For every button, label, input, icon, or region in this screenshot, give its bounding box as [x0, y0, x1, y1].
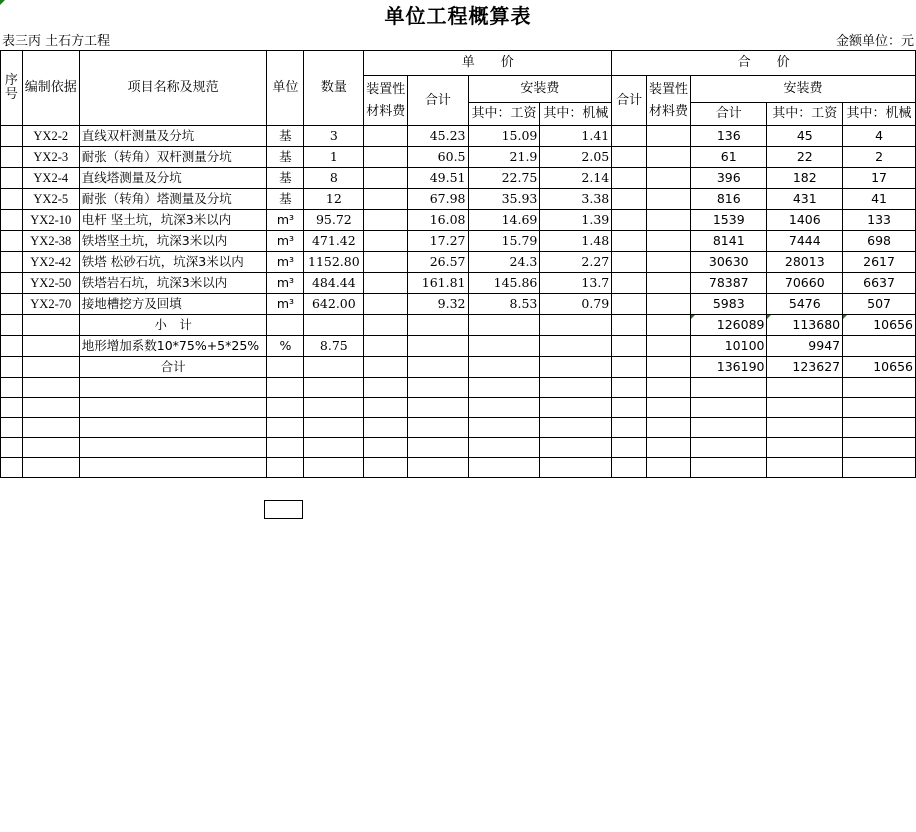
empty-row — [1, 438, 916, 458]
grand-total-machine: 10656 — [843, 357, 916, 378]
empty-cell — [364, 378, 408, 398]
cell-unit: m³ — [267, 231, 304, 252]
cell-up-wage: 24.3 — [468, 252, 540, 273]
empty-cell — [468, 398, 540, 418]
cell-t-machine: 6637 — [843, 273, 916, 294]
empty-cell — [79, 378, 267, 398]
cell-up-total: 60.5 — [408, 147, 468, 168]
header-up-equip-line2: 材料费 — [366, 103, 406, 119]
cell-t-equip — [647, 210, 691, 231]
header-unit-price-group: 单 价 — [364, 51, 612, 76]
cell-unit: 基 — [267, 126, 304, 147]
cell-qty: 484.44 — [304, 273, 364, 294]
empty-rows — [1, 378, 916, 478]
table-row — [1, 147, 916, 168]
empty-row — [1, 378, 916, 398]
empty-cell — [22, 398, 79, 418]
empty-cell — [22, 458, 79, 478]
empty-cell — [767, 398, 843, 418]
cell-qty: 642.00 — [304, 294, 364, 315]
cell-equip — [364, 168, 408, 189]
empty-cell — [540, 378, 612, 398]
empty-cell — [22, 378, 79, 398]
cell-qty: 8 — [304, 168, 364, 189]
empty-cell — [408, 438, 468, 458]
cell-up-machine: 2.27 — [540, 252, 612, 273]
cell-t-sub — [612, 273, 647, 294]
cell-up-machine: 1.41 — [540, 126, 612, 147]
estimate-table — [0, 50, 916, 478]
header-up-equip-line1: 装置性 — [366, 81, 406, 97]
subtotal-label: 小 计 — [79, 315, 267, 336]
grand-total-label: 合计 — [79, 357, 267, 378]
terrain-unit: % — [267, 336, 304, 357]
cell-equip — [364, 231, 408, 252]
empty-cell — [612, 378, 647, 398]
header-t-machine: 其中：机械 — [843, 103, 916, 126]
header-up-equip-material — [364, 76, 408, 126]
selected-cell-outline[interactable] — [264, 500, 303, 519]
empty-cell — [408, 398, 468, 418]
empty-cell — [304, 398, 364, 418]
empty-cell — [691, 438, 767, 458]
empty-cell — [267, 418, 304, 438]
cell-t-machine: 2 — [843, 147, 916, 168]
cell-t-total: 816 — [691, 189, 767, 210]
empty-row — [1, 458, 916, 478]
empty-cell — [79, 418, 267, 438]
cell-up-machine: 0.79 — [540, 294, 612, 315]
subtotal-total: 126089 — [691, 315, 767, 336]
empty-cell — [1, 458, 23, 478]
cell-t-machine: 507 — [843, 294, 916, 315]
table-subtitle: 表三丙 土石方工程 — [2, 34, 111, 49]
table-row — [1, 231, 916, 252]
cell-t-total: 30630 — [691, 252, 767, 273]
header-row-1 — [1, 51, 916, 76]
cell-up-wage: 22.75 — [468, 168, 540, 189]
empty-cell — [540, 438, 612, 458]
cell-name: 耐张（转角）塔测量及分坑 — [79, 189, 267, 210]
empty-cell — [767, 458, 843, 478]
cell-t-sub — [612, 126, 647, 147]
cell-up-wage: 15.79 — [468, 231, 540, 252]
header-t-install-fee: 安装费 — [691, 76, 916, 103]
table-row — [1, 252, 916, 273]
cell-t-sub — [612, 210, 647, 231]
cell-seq — [1, 168, 23, 189]
grand-total-wage: 123627 — [767, 357, 843, 378]
cell-t-wage: 431 — [767, 189, 843, 210]
subtotal-machine: 10656 — [843, 315, 916, 336]
header-up-subtotal: 合计 — [408, 76, 468, 126]
cell-t-wage: 28013 — [767, 252, 843, 273]
cell-t-equip — [647, 294, 691, 315]
empty-cell — [767, 438, 843, 458]
empty-cell — [612, 418, 647, 438]
table-body — [1, 126, 916, 315]
header-seq: 序号 — [1, 51, 23, 126]
cell-t-wage: 182 — [767, 168, 843, 189]
empty-cell — [612, 398, 647, 418]
empty-cell — [364, 418, 408, 438]
grand-total-row — [1, 357, 916, 378]
header-up-machine: 其中：机械 — [540, 103, 612, 126]
cell-unit: m³ — [267, 294, 304, 315]
cell-name: 铁塔岩石坑，坑深3米以内 — [79, 273, 267, 294]
subtotal-wage: 113680 — [767, 315, 843, 336]
cell-seq — [1, 126, 23, 147]
cell-t-equip — [647, 126, 691, 147]
empty-cell — [408, 458, 468, 478]
empty-cell — [22, 438, 79, 458]
empty-cell — [691, 418, 767, 438]
cell-up-wage: 21.9 — [468, 147, 540, 168]
grand-total-total: 136190 — [691, 357, 767, 378]
cell-qty: 1152.80 — [304, 252, 364, 273]
empty-cell — [612, 458, 647, 478]
cell-t-equip — [647, 231, 691, 252]
cell-t-wage: 1406 — [767, 210, 843, 231]
empty-cell — [767, 378, 843, 398]
empty-cell — [468, 418, 540, 438]
cell-unit: m³ — [267, 252, 304, 273]
cell-equip — [364, 252, 408, 273]
cell-code: YX2-5 — [22, 189, 79, 210]
table-row — [1, 189, 916, 210]
cell-up-machine: 2.05 — [540, 147, 612, 168]
cell-equip — [364, 126, 408, 147]
cell-code: YX2-3 — [22, 147, 79, 168]
cell-t-total: 61 — [691, 147, 767, 168]
cell-t-machine: 133 — [843, 210, 916, 231]
cell-up-wage: 14.69 — [468, 210, 540, 231]
cell-up-machine: 3.38 — [540, 189, 612, 210]
cell-up-wage: 8.53 — [468, 294, 540, 315]
cell-qty: 3 — [304, 126, 364, 147]
empty-cell — [540, 418, 612, 438]
cell-t-wage: 22 — [767, 147, 843, 168]
cell-seq — [1, 294, 23, 315]
cell-t-sub — [612, 252, 647, 273]
cell-t-wage: 70660 — [767, 273, 843, 294]
empty-cell — [267, 398, 304, 418]
empty-cell — [540, 458, 612, 478]
empty-cell — [691, 458, 767, 478]
cell-up-wage: 145.86 — [468, 273, 540, 294]
terrain-qty: 8.75 — [304, 336, 364, 357]
cell-up-total: 45.23 — [408, 126, 468, 147]
cell-t-wage: 5476 — [767, 294, 843, 315]
header-basis: 编制依据 — [22, 51, 79, 126]
empty-cell — [364, 458, 408, 478]
cell-equip — [364, 189, 408, 210]
empty-cell — [22, 418, 79, 438]
cell-up-total: 9.32 — [408, 294, 468, 315]
empty-cell — [79, 458, 267, 478]
empty-cell — [843, 378, 916, 398]
cell-up-total: 17.27 — [408, 231, 468, 252]
cell-t-machine: 2617 — [843, 252, 916, 273]
header-up-wage: 其中：工资 — [468, 103, 540, 126]
cell-t-machine: 698 — [843, 231, 916, 252]
empty-cell — [540, 398, 612, 418]
empty-cell — [79, 398, 267, 418]
cell-unit: m³ — [267, 273, 304, 294]
empty-cell — [304, 418, 364, 438]
empty-cell — [843, 438, 916, 458]
empty-row — [1, 418, 916, 438]
cell-qty: 12 — [304, 189, 364, 210]
cell-t-total: 396 — [691, 168, 767, 189]
cell-up-total: 161.81 — [408, 273, 468, 294]
cell-name: 直线双杆测量及分坑 — [79, 126, 267, 147]
cell-t-machine: 17 — [843, 168, 916, 189]
cell-up-machine: 13.7 — [540, 273, 612, 294]
terrain-total: 10100 — [691, 336, 767, 357]
cell-qty: 95.72 — [304, 210, 364, 231]
cell-seq — [1, 231, 23, 252]
cell-t-total: 78387 — [691, 273, 767, 294]
cell-name: 电杆 坚土坑，坑深3米以内 — [79, 210, 267, 231]
empty-cell — [408, 418, 468, 438]
empty-cell — [691, 398, 767, 418]
empty-cell — [468, 458, 540, 478]
empty-cell — [843, 458, 916, 478]
cell-seq — [1, 147, 23, 168]
cell-t-sub — [612, 147, 647, 168]
empty-cell — [767, 418, 843, 438]
cell-t-total: 136 — [691, 126, 767, 147]
cell-name: 耐张（转角）双杆测量分坑 — [79, 147, 267, 168]
header-unit: 单位 — [267, 51, 304, 126]
header-t-wage: 其中：工资 — [767, 103, 843, 126]
cell-unit: 基 — [267, 147, 304, 168]
header-t-sum: 合计 — [691, 103, 767, 126]
empty-cell — [468, 378, 540, 398]
cell-t-equip — [647, 273, 691, 294]
cell-t-equip — [647, 189, 691, 210]
empty-cell — [304, 458, 364, 478]
cell-code: YX2-10 — [22, 210, 79, 231]
cell-seq — [1, 273, 23, 294]
cell-name: 铁塔坚土坑，坑深3米以内 — [79, 231, 267, 252]
cell-up-machine: 2.14 — [540, 168, 612, 189]
cell-t-sub — [612, 231, 647, 252]
cell-equip — [364, 294, 408, 315]
cell-t-total: 8141 — [691, 231, 767, 252]
table-row — [1, 126, 916, 147]
empty-cell — [267, 458, 304, 478]
empty-cell — [468, 438, 540, 458]
empty-cell — [1, 438, 23, 458]
empty-cell — [691, 378, 767, 398]
terrain-row — [1, 336, 916, 357]
cell-seq — [1, 252, 23, 273]
cell-t-machine: 4 — [843, 126, 916, 147]
header-item: 项目名称及规范 — [79, 51, 267, 126]
cell-name: 直线塔测量及分坑 — [79, 168, 267, 189]
cell-t-total: 5983 — [691, 294, 767, 315]
cell-up-total: 67.98 — [408, 189, 468, 210]
cell-code: YX2-2 — [22, 126, 79, 147]
header-t-equip-material — [647, 76, 691, 126]
empty-cell — [647, 378, 691, 398]
empty-cell — [612, 438, 647, 458]
subtotal-row — [1, 315, 916, 336]
cell-name: 铁塔 松砂石坑，坑深3米以内 — [79, 252, 267, 273]
empty-cell — [647, 438, 691, 458]
header-total-group: 合 价 — [612, 51, 916, 76]
empty-cell — [1, 378, 23, 398]
cell-t-wage: 45 — [767, 126, 843, 147]
cell-t-sub — [612, 294, 647, 315]
cell-qty: 471.42 — [304, 231, 364, 252]
terrain-wage: 9947 — [767, 336, 843, 357]
empty-cell — [843, 418, 916, 438]
cell-seq — [1, 210, 23, 231]
cell-up-total: 49.51 — [408, 168, 468, 189]
empty-cell — [843, 398, 916, 418]
cell-unit: m³ — [267, 210, 304, 231]
cell-t-equip — [647, 252, 691, 273]
cell-equip — [364, 273, 408, 294]
empty-row — [1, 398, 916, 418]
cell-up-total: 26.57 — [408, 252, 468, 273]
cell-up-machine: 1.48 — [540, 231, 612, 252]
empty-cell — [267, 438, 304, 458]
empty-cell — [364, 438, 408, 458]
empty-cell — [647, 418, 691, 438]
cell-up-machine: 1.39 — [540, 210, 612, 231]
cell-up-wage: 15.09 — [468, 126, 540, 147]
cell-t-total: 1539 — [691, 210, 767, 231]
cell-t-machine: 41 — [843, 189, 916, 210]
cell-t-equip — [647, 168, 691, 189]
terrain-name: 地形增加系数10*75%+5*25% — [79, 336, 267, 357]
header-t-equip-line1: 装置性 — [649, 81, 689, 97]
table-row — [1, 210, 916, 231]
header-t-subtotal: 合计 — [612, 76, 647, 126]
cell-unit: 基 — [267, 189, 304, 210]
currency-unit-label: 金额单位：元 — [835, 34, 914, 49]
cell-code: YX2-42 — [22, 252, 79, 273]
empty-cell — [267, 378, 304, 398]
empty-cell — [304, 378, 364, 398]
cell-code: YX2-70 — [22, 294, 79, 315]
cell-t-sub — [612, 189, 647, 210]
cell-code: YX2-4 — [22, 168, 79, 189]
empty-cell — [408, 378, 468, 398]
header-qty: 数量 — [304, 51, 364, 126]
empty-cell — [364, 398, 408, 418]
page-title: 单位工程概算表 — [384, 4, 532, 28]
cell-qty: 1 — [304, 147, 364, 168]
cell-seq — [1, 189, 23, 210]
cell-name: 接地槽挖方及回填 — [79, 294, 267, 315]
cell-code: YX2-50 — [22, 273, 79, 294]
table-row — [1, 294, 916, 315]
cell-equip — [364, 210, 408, 231]
empty-cell — [79, 438, 267, 458]
empty-cell — [647, 398, 691, 418]
cell-code: YX2-38 — [22, 231, 79, 252]
cell-t-wage: 7444 — [767, 231, 843, 252]
empty-cell — [1, 418, 23, 438]
empty-cell — [1, 398, 23, 418]
table-row — [1, 168, 916, 189]
cell-t-sub — [612, 168, 647, 189]
header-t-equip-line2: 材料费 — [649, 103, 689, 119]
table-row — [1, 273, 916, 294]
cell-equip — [364, 147, 408, 168]
cell-t-equip — [647, 147, 691, 168]
cell-unit: 基 — [267, 168, 304, 189]
empty-cell — [647, 458, 691, 478]
cell-up-wage: 35.93 — [468, 189, 540, 210]
empty-cell — [304, 438, 364, 458]
header-up-install-fee: 安装费 — [468, 76, 612, 103]
cell-up-total: 16.08 — [408, 210, 468, 231]
